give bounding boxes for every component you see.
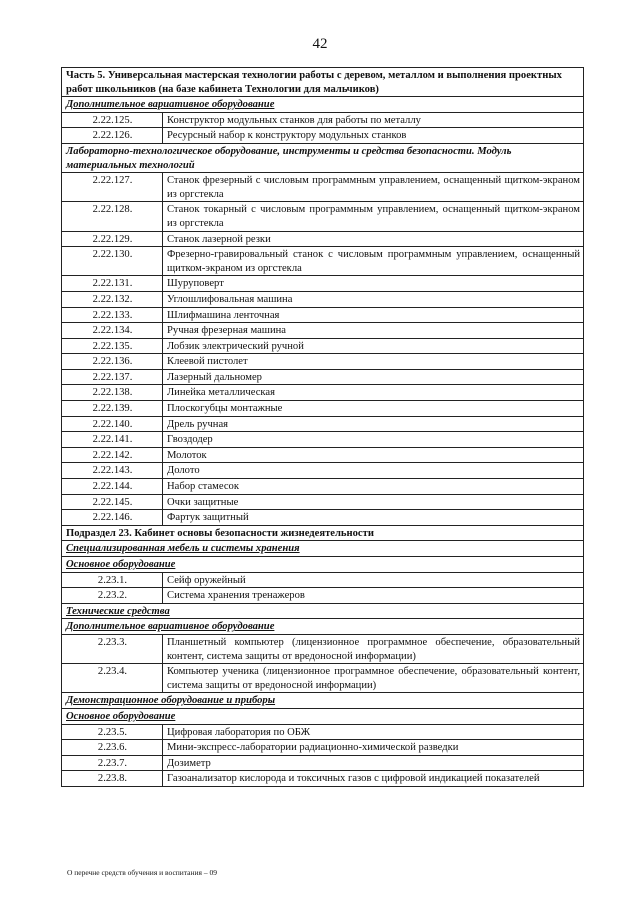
- item-number: 2.22.143.: [62, 463, 163, 479]
- table-row: [62, 634, 584, 663]
- table-row: [62, 588, 584, 604]
- item-name: Набор стамесок: [163, 479, 584, 495]
- item-name: Шуруповерт: [163, 276, 584, 292]
- category-heading-row: [62, 708, 584, 724]
- category-heading-row: [62, 541, 584, 557]
- item-number: 2.23.5.: [62, 724, 163, 740]
- item-number: 2.23.8.: [62, 771, 163, 787]
- item-name: Клеевой пистолет: [163, 354, 584, 370]
- item-name: Цифровая лаборатория по ОБЖ: [163, 724, 584, 740]
- item-name: Фрезерно-гравировальный станок с числовым программным управлением, оснащенный щитком-экраном из оргстекла: [163, 247, 584, 276]
- table-row: [62, 128, 584, 144]
- table-row: [62, 307, 584, 323]
- table-row: [62, 401, 584, 417]
- item-number: 2.22.131.: [62, 276, 163, 292]
- item-number: 2.22.130.: [62, 247, 163, 276]
- table-row: [62, 202, 584, 231]
- table-row: [62, 354, 584, 370]
- item-number: 2.22.136.: [62, 354, 163, 370]
- category-heading-row: [62, 693, 584, 709]
- category-heading-row: [62, 143, 584, 172]
- item-number: 2.22.139.: [62, 401, 163, 417]
- item-number: 2.22.126.: [62, 128, 163, 144]
- item-number: 2.22.140.: [62, 416, 163, 432]
- equipment-table: [61, 67, 584, 787]
- category-heading-row: [62, 603, 584, 619]
- item-name: Лобзик электрический ручной: [163, 338, 584, 354]
- item-name: Планшетный компьютер (лицензионное программное обеспечение, образовательный контент, система защиты от вредоносной информации): [163, 634, 584, 663]
- item-number: 2.23.4.: [62, 664, 163, 693]
- section-heading: Часть 5. Универсальная мастерская технологии работы с деревом, металлом и выполнения проектных работ школьников (на базе кабинета Технологии для мальчиков): [62, 68, 584, 97]
- item-number: 2.22.138.: [62, 385, 163, 401]
- item-name: Дозиметр: [163, 755, 584, 771]
- item-name: Долото: [163, 463, 584, 479]
- item-number: 2.22.127.: [62, 173, 163, 202]
- item-name: Углошлифовальная машина: [163, 291, 584, 307]
- item-number: 2.22.132.: [62, 291, 163, 307]
- table-row: [62, 432, 584, 448]
- item-number: 2.22.141.: [62, 432, 163, 448]
- table-row: [62, 755, 584, 771]
- category-heading: Дополнительное вариативное оборудование: [62, 619, 584, 635]
- item-name: Станок токарный с числовым программным управлением, оснащенный щитком-экраном из оргстекла: [163, 202, 584, 231]
- item-number: 2.23.2.: [62, 588, 163, 604]
- item-number: 2.22.145.: [62, 494, 163, 510]
- item-number: 2.22.146.: [62, 510, 163, 526]
- table-row: [62, 291, 584, 307]
- item-number: 2.23.1.: [62, 572, 163, 588]
- table-row: [62, 231, 584, 247]
- table-row: [62, 385, 584, 401]
- item-name: Молоток: [163, 447, 584, 463]
- section-heading-row: [62, 525, 584, 541]
- table-row: [62, 572, 584, 588]
- table-row: [62, 173, 584, 202]
- table-row: [62, 338, 584, 354]
- item-name: Фартук защитный: [163, 510, 584, 526]
- item-name: Ресурсный набор к конструктору модульных станков: [163, 128, 584, 144]
- table-row: [62, 664, 584, 693]
- item-name: Дрель ручная: [163, 416, 584, 432]
- item-name: Плоскогубцы монтажные: [163, 401, 584, 417]
- table-row: [62, 740, 584, 756]
- category-heading: Демонстрационное оборудование и приборы: [62, 693, 584, 709]
- item-number: 2.22.135.: [62, 338, 163, 354]
- item-number: 2.22.129.: [62, 231, 163, 247]
- item-number: 2.22.134.: [62, 323, 163, 339]
- item-number: 2.22.128.: [62, 202, 163, 231]
- category-heading: Основное оборудование: [62, 557, 584, 573]
- table-row: [62, 479, 584, 495]
- section-heading: Подраздел 23. Кабинет основы безопасности жизнедеятельности: [62, 525, 584, 541]
- category-heading-row: [62, 557, 584, 573]
- item-name: Шлифмашина ленточная: [163, 307, 584, 323]
- item-number: 2.22.144.: [62, 479, 163, 495]
- table-row: [62, 510, 584, 526]
- page-number: 42: [312, 36, 328, 52]
- item-name: Конструктор модульных станков для работы по металлу: [163, 112, 584, 128]
- item-name: Сейф оружейный: [163, 572, 584, 588]
- item-number: 2.22.133.: [62, 307, 163, 323]
- category-heading: Основное оборудование: [62, 708, 584, 724]
- table-row: [62, 247, 584, 276]
- table-row: [62, 494, 584, 510]
- item-name: Система хранения тренажеров: [163, 588, 584, 604]
- item-name: Газоанализатор кислорода и токсичных газов с цифровой индикацией показателей: [163, 771, 584, 787]
- table-row: [62, 416, 584, 432]
- item-name: Компьютер ученика (лицензионное программное обеспечение, образовательный контент, система защиты от вредоносной информации): [163, 664, 584, 693]
- category-heading: Технические средства: [62, 603, 584, 619]
- item-name: Станок фрезерный с числовым программным управлением, оснащенный щитком-экраном из оргстекла: [163, 173, 584, 202]
- item-number: 2.23.6.: [62, 740, 163, 756]
- section-heading-row: [62, 68, 584, 97]
- item-number: 2.23.7.: [62, 755, 163, 771]
- item-number: 2.22.142.: [62, 447, 163, 463]
- category-heading-row: [62, 97, 584, 113]
- category-heading: Лабораторно-технологическое оборудование, инструменты и средства безопасности. Модуль материальных технологий: [62, 143, 584, 172]
- table-row: [62, 447, 584, 463]
- item-name: Лазерный дальномер: [163, 369, 584, 385]
- item-name: Линейка металлическая: [163, 385, 584, 401]
- table-row: [62, 369, 584, 385]
- item-number: 2.23.3.: [62, 634, 163, 663]
- category-heading: Специализированная мебель и системы хранения: [62, 541, 584, 557]
- table-row: [62, 323, 584, 339]
- item-name: Гвоздодер: [163, 432, 584, 448]
- table-row: [62, 463, 584, 479]
- category-heading: Дополнительное вариативное оборудование: [62, 97, 584, 113]
- category-heading-row: [62, 619, 584, 635]
- item-name: Очки защитные: [163, 494, 584, 510]
- table-row: [62, 771, 584, 787]
- page-footer: О перечне средств обучения и воспитания – 09: [67, 868, 217, 877]
- item-number: 2.22.137.: [62, 369, 163, 385]
- table-row: [62, 724, 584, 740]
- item-name: Станок лазерной резки: [163, 231, 584, 247]
- item-name: Мини-экспресс-лаборатории радиационно-химической разведки: [163, 740, 584, 756]
- item-name: Ручная фрезерная машина: [163, 323, 584, 339]
- item-number: 2.22.125.: [62, 112, 163, 128]
- table-row: [62, 112, 584, 128]
- table-row: [62, 276, 584, 292]
